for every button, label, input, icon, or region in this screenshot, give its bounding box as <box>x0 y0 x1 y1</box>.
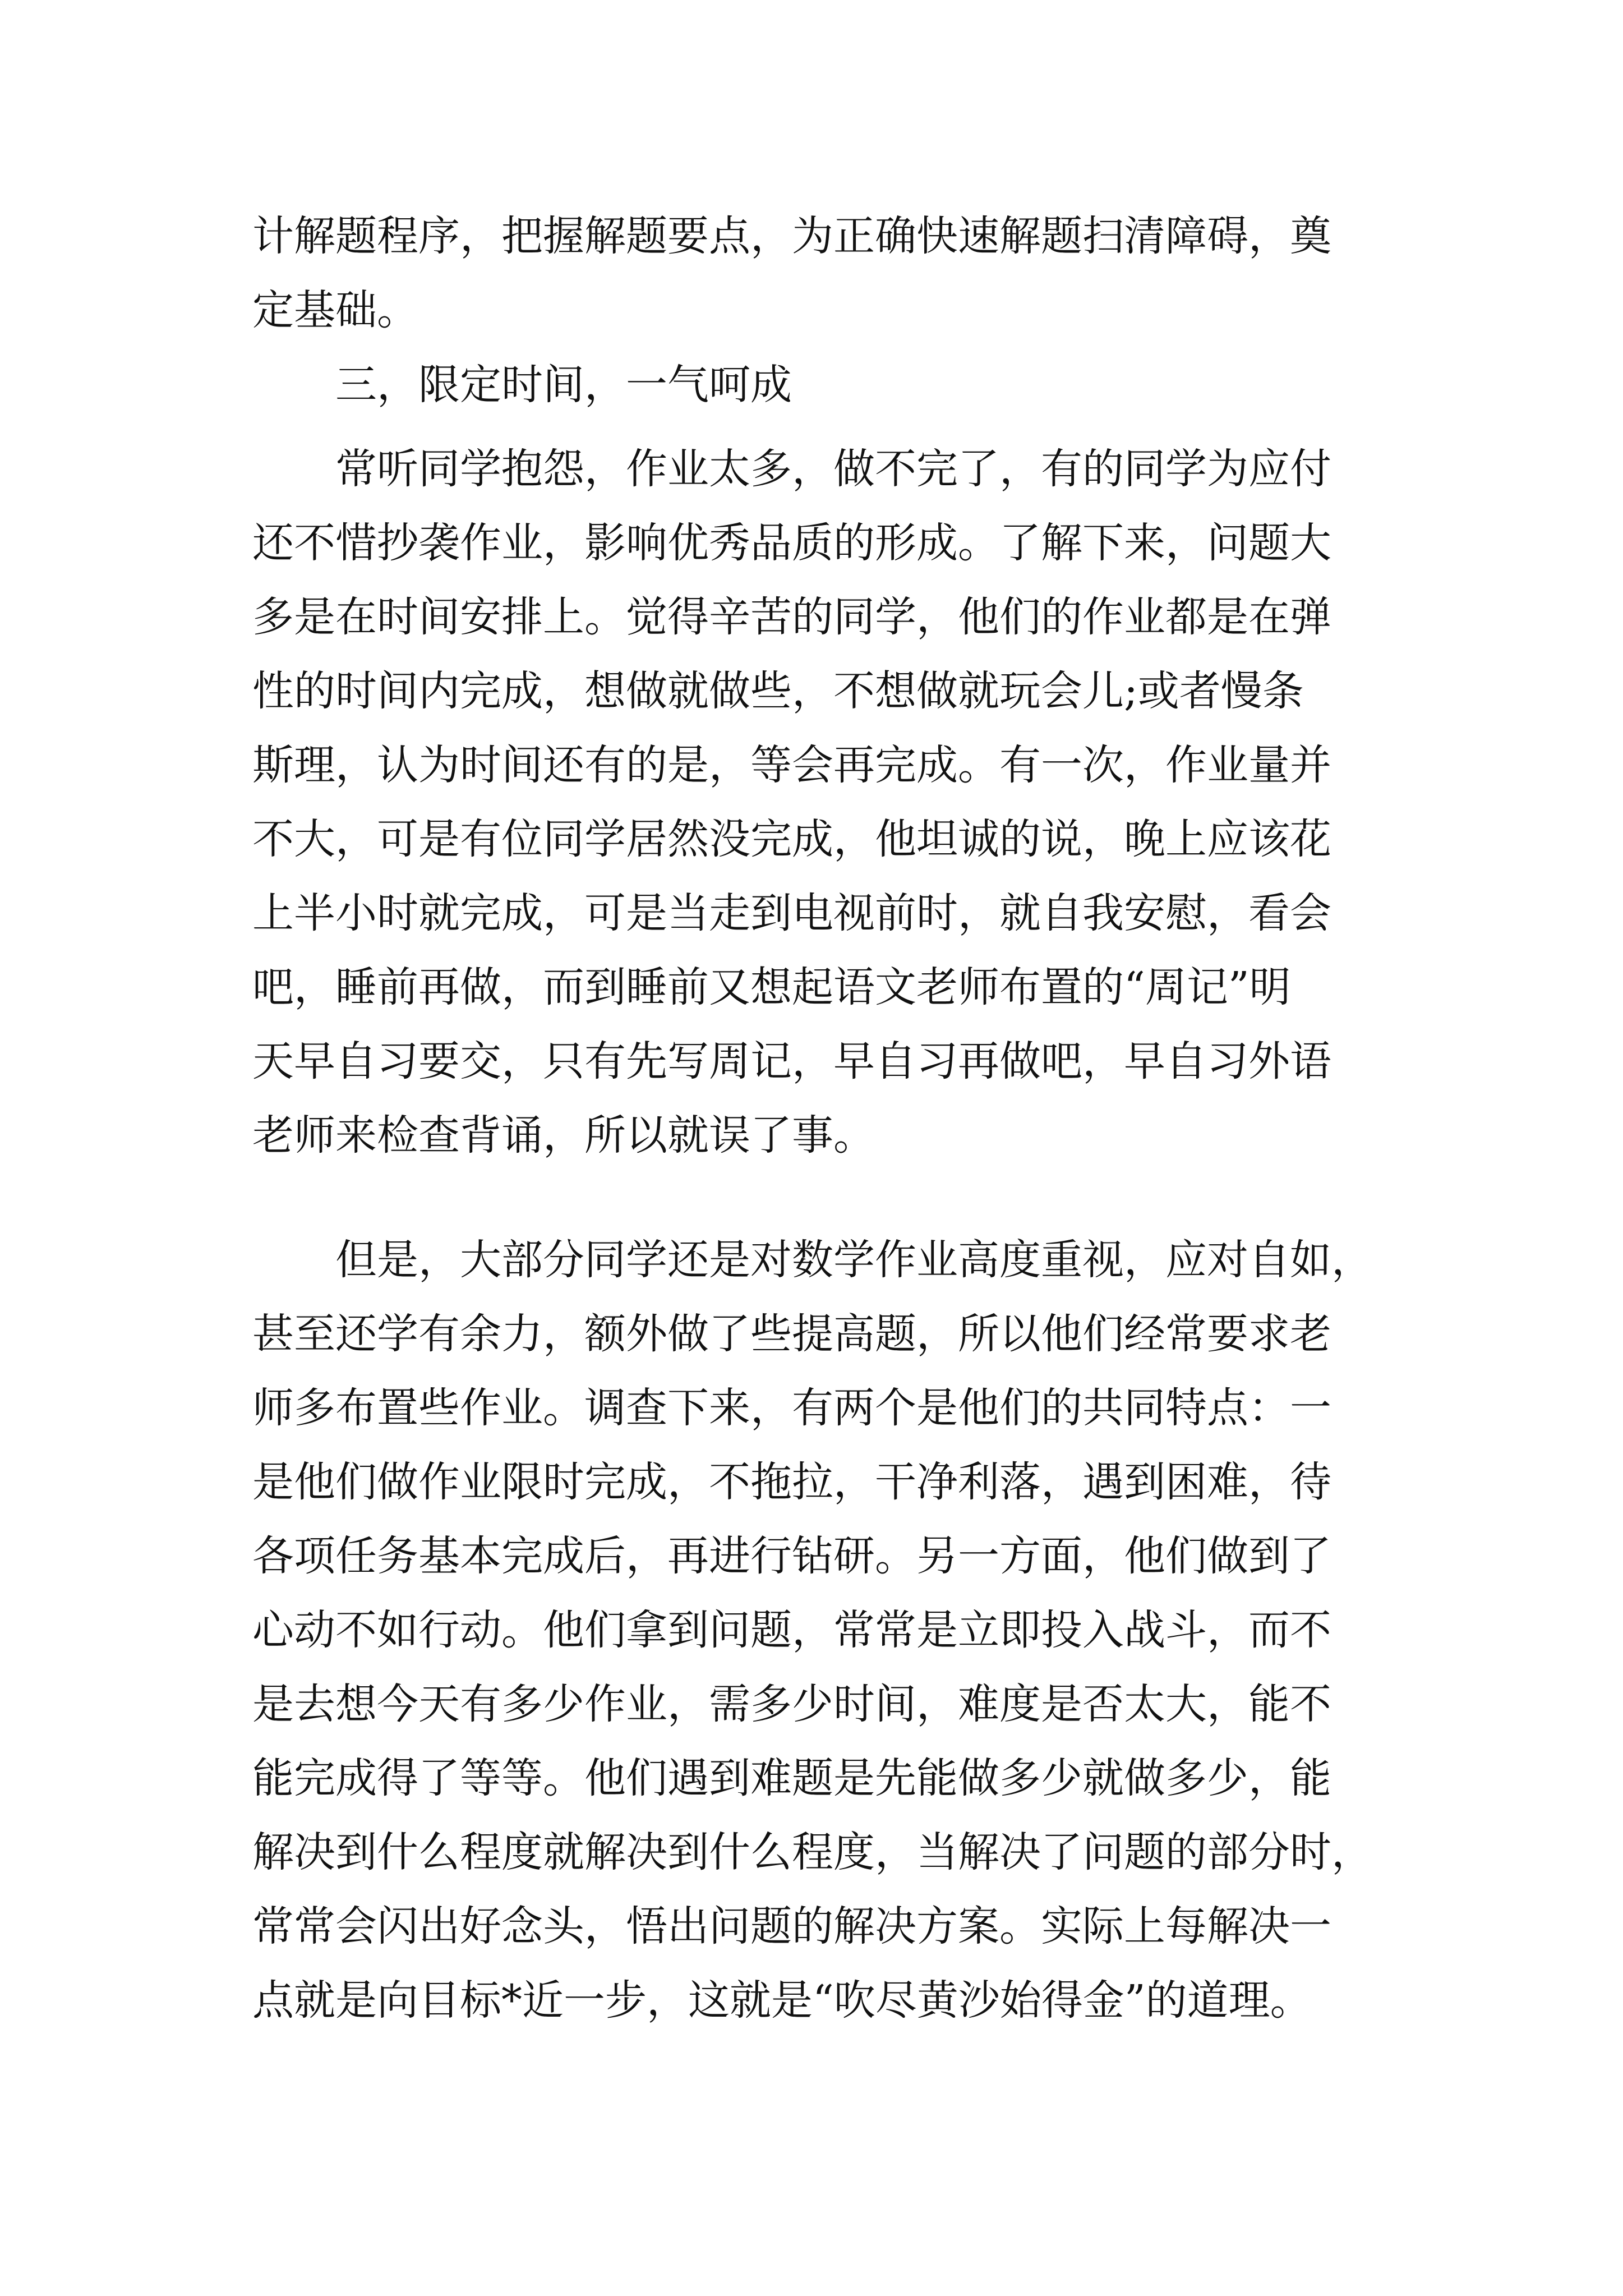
text-line: 甚至还学有余力，额外做了些提高题，所以他们经常要求老 <box>252 1310 1331 1358</box>
text-line: 能完成得了等等。他们遇到难题是先能做多少就做多少，能 <box>252 1754 1331 1802</box>
section-heading-text: 三，限定时间，一气呵成 <box>252 361 792 409</box>
text-line: 但是，大部分同学还是对数学作业高度重视，应对自如， <box>252 1236 1373 1284</box>
text-line: 老师来检查背诵，所以就误了事。 <box>252 1111 875 1159</box>
text-line: 点就是向目标*近一步，这就是“吹尽黄沙始得金”的道理。 <box>252 1976 1312 2024</box>
paragraph-continuation <box>252 199 1374 347</box>
text-line: 是他们做作业限时完成，不拖拉，干净利落，遇到困难，待 <box>252 1458 1331 1506</box>
text-line: 常听同学抱怨，作业太多，做不完了，有的同学为应付 <box>252 445 1331 493</box>
text-line: 多是在时间安排上。觉得辛苦的同学，他们的作业都是在弹 <box>252 593 1331 641</box>
paragraph-time-management <box>252 432 1374 1172</box>
text-line: 解决到什么程度就解决到什么程度，当解决了问题的部分时， <box>252 1828 1373 1876</box>
text-line: 计解题程序，把握解题要点，为正确快速解题扫清障碍，奠 <box>252 212 1331 260</box>
text-line: 常常会闪出好念头，悟出问题的解决方案。实际上每解决一 <box>252 1902 1331 1950</box>
text-line: 性的时间内完成，想做就做些，不想做就玩会儿;或者慢条 <box>252 667 1304 715</box>
text-line: 天早自习要交，只有先写周记，早自习再做吧，早自习外语 <box>252 1037 1331 1085</box>
text-line: 斯理，认为时间还有的是，等会再完成。有一次，作业量并 <box>252 741 1331 789</box>
section-heading <box>252 348 1374 422</box>
paragraph-math-homework <box>252 1223 1374 2037</box>
text-line: 定基础。 <box>252 286 418 334</box>
text-line: 不大，可是有位同学居然没完成，他坦诚的说，晚上应该花 <box>252 815 1331 863</box>
text-line: 师多布置些作业。调查下来，有两个是他们的共同特点：一 <box>252 1384 1331 1432</box>
text-line: 各项任务基本完成后，再进行钻研。另一方面，他们做到了 <box>252 1532 1331 1580</box>
text-line: 心动不如行动。他们拿到问题，常常是立即投入战斗，而不 <box>252 1606 1331 1654</box>
text-line: 吧，睡前再做，而到睡前又想起语文老师布置的“周记”明 <box>252 963 1291 1011</box>
text-line: 是去想今天有多少作业，需多少时间，难度是否太大，能不 <box>252 1680 1331 1728</box>
text-line: 还不惜抄袭作业，影响优秀品质的形成。了解下来，问题大 <box>252 519 1331 567</box>
text-line: 上半小时就完成，可是当走到电视前时，就自我安慰，看会 <box>252 889 1331 937</box>
